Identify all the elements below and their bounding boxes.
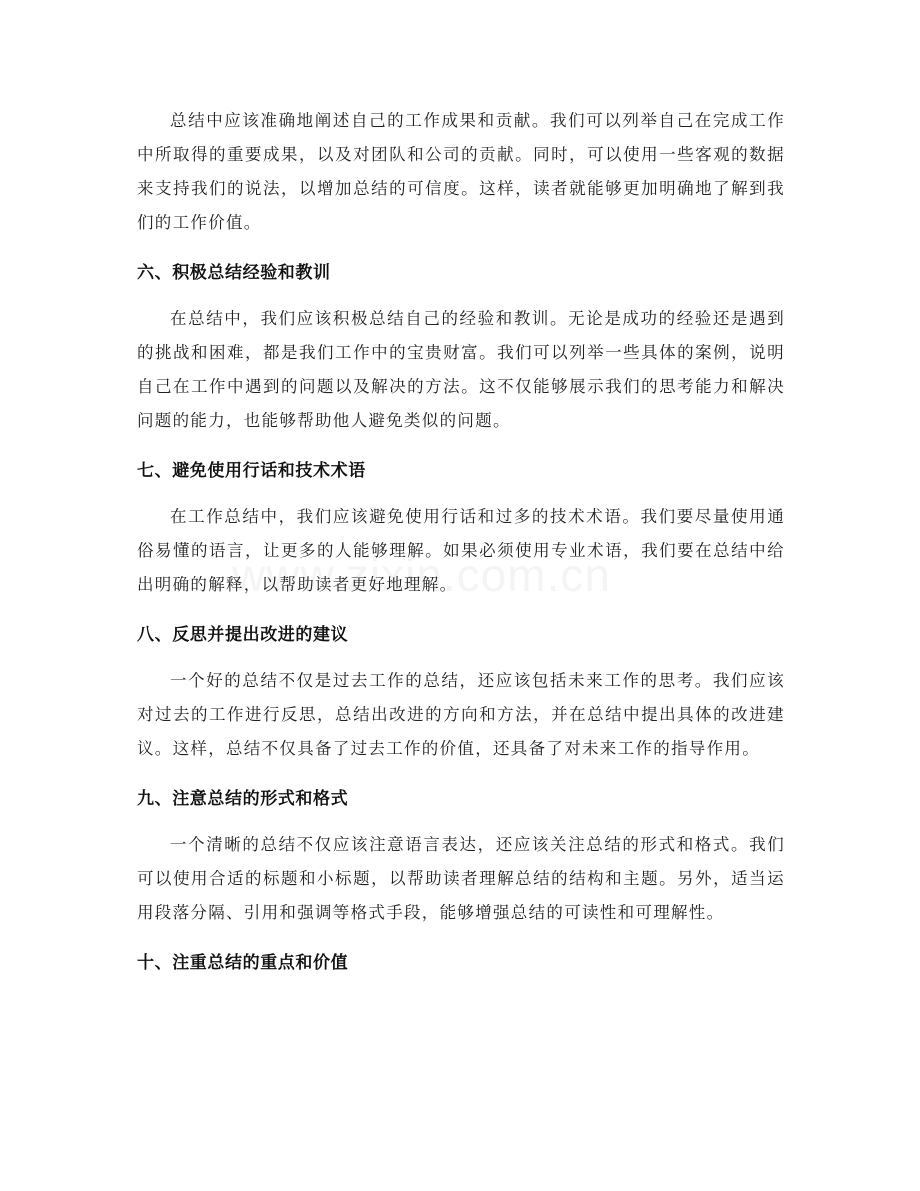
document-body (137, 104, 785, 980)
section-heading-6: 六、积极总结经验和教训 (137, 263, 331, 283)
paragraph-reflection: 一个好的总结不仅是过去工作的总结，还应该包括未来工作的思考。我们应该对过去的工作进行反思，总结出改进的方向和方法，并在总结中提出具体的改进建议。这样，总结不仅具备了过去工作的价值，还具备了对未来工作的指导作用。 (137, 671, 785, 758)
section-heading-9: 九、注意总结的形式和格式 (137, 789, 349, 809)
paragraph-experience: 在总结中，我们应该积极总结自己的经验和教训。无论是成功的经验还是遇到的挑战和困难，都是我们工作中的宝贵财富。我们可以列举一些具体的案例，说明自己在工作中遇到的问题以及解决的方法。这不仅能够展示我们的思考能力和解决问题的能力，也能够帮助他人避免类似的问题。 (137, 309, 785, 430)
section-heading-10: 十、注重总结的重点和价值 (137, 953, 349, 973)
paragraph-jargon: 在工作总结中，我们应该避免使用行话和过多的技术术语。我们要尽量使用通俗易懂的语言，让更多的人能够理解。如果必须使用专业术语，我们要在总结中给出明确的解释，以帮助读者更好地理解。 (137, 507, 785, 594)
section-heading-8: 八、反思并提出改进的建议 (137, 625, 349, 645)
paragraph-achievements: 总结中应该准确地阐述自己的工作成果和贡献。我们可以列举自己在完成工作中所取得的重要成果，以及对团队和公司的贡献。同时，可以使用一些客观的数据来支持我们的说法，以增加总结的可信度。这样，读者就能够更加明确地了解到我们的工作价值。 (137, 111, 785, 232)
paragraph-format: 一个清晰的总结不仅应该注意语言表达，还应该关注总结的形式和格式。我们可以使用合适的标题和小标题，以帮助读者理解总结的结构和主题。另外，适当运用段落分隔、引用和强调等格式手段，能够增强总结的可读性和可理解性。 (137, 835, 785, 922)
section-heading-7: 七、避免使用行话和技术术语 (137, 461, 366, 481)
